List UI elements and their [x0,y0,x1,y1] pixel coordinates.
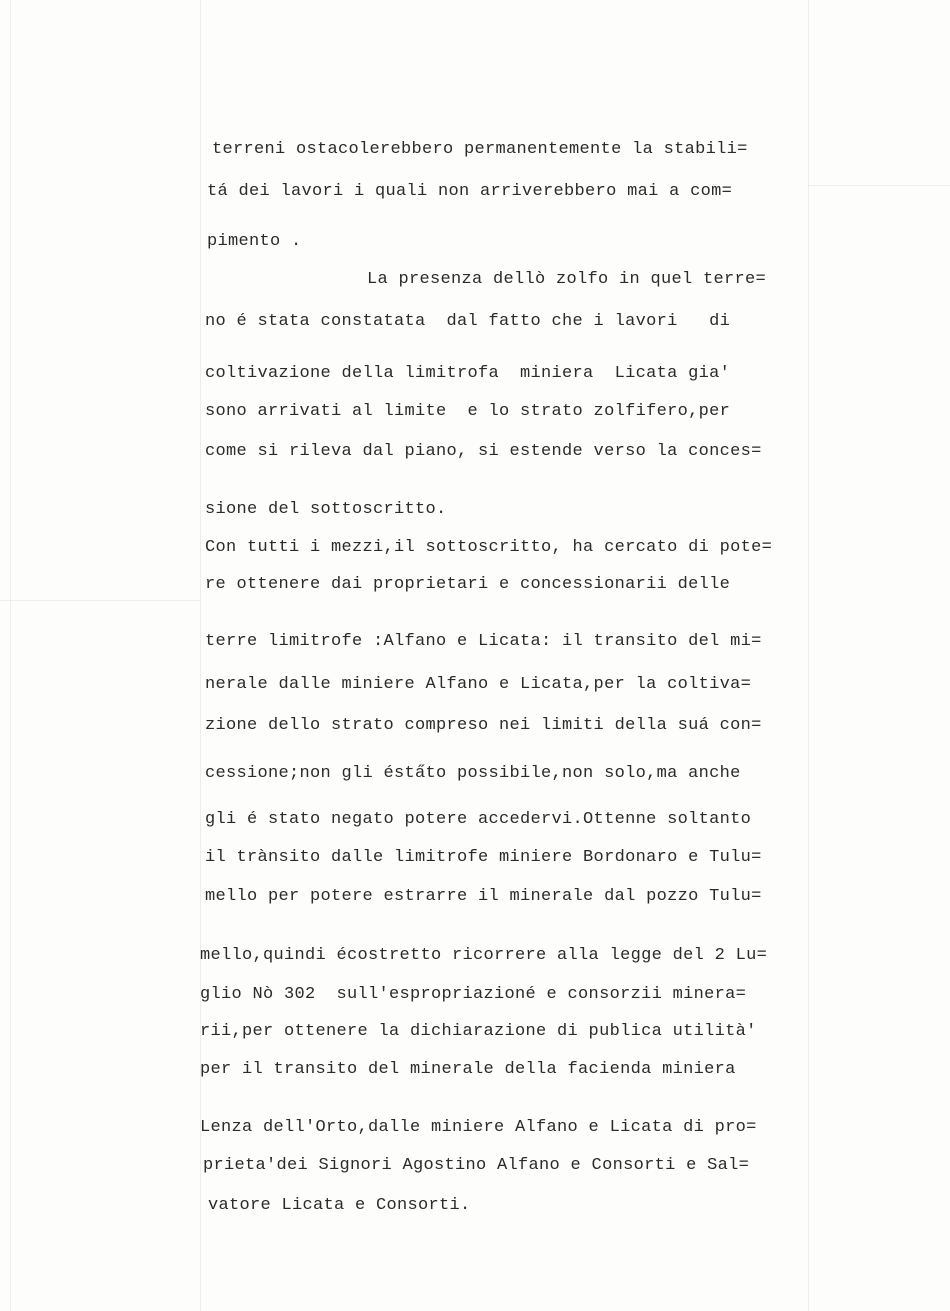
text-line: rii,per ottenere la dichiarazione di publica utilità' [200,1022,757,1041]
text-line: terre limitrofe :Alfano e Licata: il transito del mi= [205,632,762,651]
text-line: prieta'dei Signori Agostino Alfano e Consorti e Sal= [203,1156,750,1175]
text-line: Con tutti i mezzi,il sottoscritto, ha cercato di pote= [205,538,773,557]
text-line: glio Nò 302 sull'espropriazioné e consorzii minera= [200,985,747,1004]
text-line: pimento . [207,232,302,251]
text-line: terreni ostacolerebbero permanentemente la stabili= [212,140,748,159]
text-line: sono arrivati al limite e lo strato zolfifero,per [205,402,731,421]
text-line: vatore Licata e Consorti. [208,1196,471,1215]
text-line: il trànsito dalle limitrofe miniere Bordonaro e Tulu= [205,848,762,867]
text-line: nerale dalle miniere Alfano e Licata,per la coltiva= [205,675,752,694]
text-line: per il transito del minerale della facienda miniera [200,1060,736,1079]
text-line: zione dello strato compreso nei limiti della suá con= [205,716,762,735]
text-line: coltivazione della limitrofa miniera Licata gia' [205,364,731,383]
text-line: gli é stato negato potere accedervi.Ottenne soltanto [205,810,752,829]
text-line: La presenza dellò zolfo in quel terre= [367,270,767,289]
text-line: come si rileva dal piano, si estende verso la conces= [205,442,762,461]
text-line: sione del sottoscritto. [205,500,447,519]
text-line: mello per potere estrarre il minerale dal pozzo Tulu= [205,887,762,906]
text-line: cessione;non gli ésta̋to possibile,non solo,ma anche [205,764,741,783]
text-line: re ottenere dai proprietari e concessionarii delle [205,575,731,594]
text-line: no é stata constatata dal fatto che i lavori di [205,312,731,331]
text-line: Lenza dell'Orto,dalle miniere Alfano e Licata di pro= [200,1118,757,1137]
text-line: tá dei lavori i quali non arriverebbero mai a com= [207,182,733,201]
text-line: mello,quindi écostretto ricorrere alla legge del 2 Lu= [200,946,768,965]
